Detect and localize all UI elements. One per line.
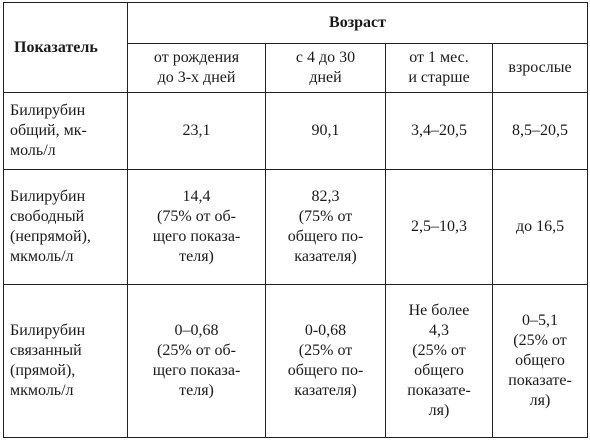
header-age-1-month-plus: от 1 мес. и старше: [386, 44, 493, 93]
table-cell: 90,1: [266, 93, 386, 170]
header-indicator: Показатель: [4, 3, 128, 93]
row-label-bound-bilirubin: Билирубин связанный (прямой), мкмоль/л: [4, 285, 128, 438]
table-cell: 82,3 (75% от общего по- казателя): [266, 170, 386, 285]
table-cell: 2,5–10,3: [386, 170, 493, 285]
table-cell: 14,4 (75% от об- щего показа- теля): [128, 170, 266, 285]
table-cell: 0-0,68 (25% от общего по- казателя): [266, 285, 386, 438]
bilirubin-reference-table: [3, 2, 588, 438]
table-cell: до 16,5: [493, 170, 588, 285]
header-age-group: Возраст: [128, 3, 588, 44]
table-cell: 3,4–20,5: [386, 93, 493, 170]
header-age-newborn: от рождения до 3-х дней: [128, 44, 266, 93]
table-cell: 0–0,68 (25% от об- щего показа- теля): [128, 285, 266, 438]
table-cell: Не более 4,3 (25% от общего показате- ля): [386, 285, 493, 438]
table-row-free-bilirubin: [4, 170, 588, 285]
table-cell: 23,1: [128, 93, 266, 170]
table-row-bound-bilirubin: [4, 285, 588, 438]
row-label-total-bilirubin: Билирубин общий, мк- моль/л: [4, 93, 128, 170]
row-label-free-bilirubin: Билирубин свободный (непрямой), мкмоль/л: [4, 170, 128, 285]
header-age-4-30-days: с 4 до 30 дней: [266, 44, 386, 93]
table-cell: 0–5,1 (25% от общего показате- ля): [493, 285, 588, 438]
table-row-total-bilirubin: [4, 93, 588, 170]
header-age-adults: взрослые: [493, 44, 588, 93]
table-cell: 8,5–20,5: [493, 93, 588, 170]
